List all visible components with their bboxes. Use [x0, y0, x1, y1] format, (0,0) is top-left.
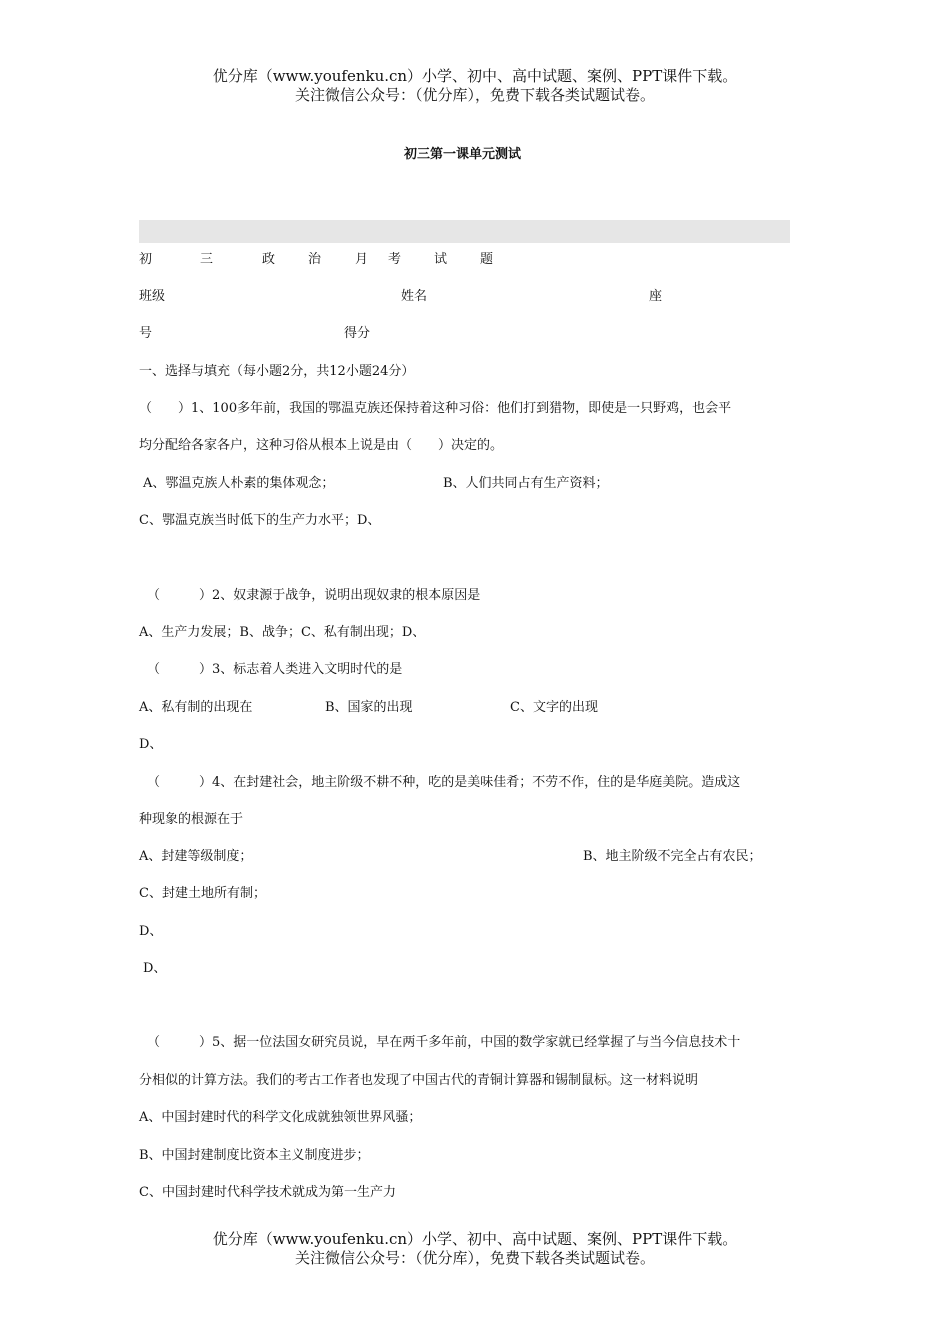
q3-option-d: D、: [139, 737, 163, 752]
q4-option-c: C、封建土地所有制；: [139, 886, 266, 901]
q5-stem-line2: 分相似的计算方法。我们的考古工作者也发现了中国古代的青铜计算器和锡制鼠标。这一材料说明: [139, 1073, 699, 1088]
q1-option-a: A、鄂温克族人朴素的集体观念；: [143, 476, 335, 491]
q3-option-a: A、私有制的出现在: [139, 700, 253, 715]
q5-option-b: B、中国封建制度比资本主义制度进步；: [139, 1148, 370, 1163]
document-title: 初三第一课单元测试: [403, 147, 521, 162]
q3-option-b: B、国家的出现: [325, 700, 413, 715]
q1-option-cd: C、鄂温克族当时低下的生产力水平；D、: [139, 513, 381, 528]
exam-title-char: 题: [480, 252, 494, 267]
q4-stem-line2: 种现象的根源在于: [139, 812, 244, 827]
footer-line-1: 优分库（www.youfenku.cn）小学、初中、高中试题、案例、PPT课件下载。: [212, 1230, 738, 1248]
exam-title-char: 治: [308, 252, 322, 267]
q3-stem: （ ）3、标志着人类进入文明时代的是: [147, 662, 403, 677]
exam-title-char: 初: [139, 252, 153, 267]
exam-title-char: 考: [388, 252, 402, 267]
class-label: 班级: [139, 289, 166, 304]
header-line-2: 关注微信公众号：（优分库），免费下载各类试题试卷。: [294, 86, 655, 104]
title-band: [139, 220, 790, 243]
q5-option-c: C、中国封建时代科学技术就成为第一生产力: [139, 1185, 396, 1200]
exam-title-char: 政: [262, 252, 276, 267]
q4-stem-line1: （ ）4、在封建社会，地主阶级不耕不种，吃的是美味佳肴；不劳不作，住的是华庭美院。造成这: [147, 775, 741, 790]
q4-option-d: D、: [139, 924, 163, 939]
q4-option-a: A、封建等级制度；: [139, 849, 253, 864]
section-heading: 一、选择与填充（每小题2分，共12小题24分）: [139, 364, 415, 379]
header-line-1: 优分库（www.youfenku.cn）小学、初中、高中试题、案例、PPT课件下载。: [212, 67, 738, 85]
exam-title-char: 月: [355, 252, 369, 267]
q2-stem: （ ）2、奴隶源于战争，说明出现奴隶的根本原因是: [147, 588, 481, 603]
q4-option-b: B、地主阶级不完全占有农民；: [583, 849, 762, 864]
q2-options: A、生产力发展；B、战争；C、私有制出现；D、: [139, 625, 426, 640]
footer-line-2: 关注微信公众号：（优分库），免费下载各类试题试卷。: [294, 1249, 655, 1267]
score-label: 得分: [344, 326, 371, 341]
q3-option-c: C、文字的出现: [510, 700, 598, 715]
q5-option-a: A、中国封建时代的科学文化成就独领世界风骚；: [139, 1110, 422, 1125]
seat-label-part2: 号: [139, 326, 153, 341]
q1-stem-line2: 均分配给各家各户，这种习俗从根本上说是由（ ）决定的。: [139, 438, 504, 453]
q1-stem-line1: （ ）1、100多年前，我国的鄂温克族还保持着这种习俗：他们打到猎物，即使是一只野鸡，也会平: [139, 401, 732, 416]
q5-stem-line1: （ ）5、据一位法国女研究员说，早在两千多年前，中国的数学家就已经掌握了与当今信息技术十: [147, 1035, 741, 1050]
q1-option-b: B、人们共同占有生产资料；: [443, 476, 609, 491]
name-label: 姓名: [401, 289, 428, 304]
exam-title-char: 试: [434, 252, 448, 267]
seat-label-part1: 座: [649, 289, 663, 304]
exam-title-char: 三: [200, 252, 214, 267]
q4-option-d-repeat: D、: [143, 961, 167, 976]
